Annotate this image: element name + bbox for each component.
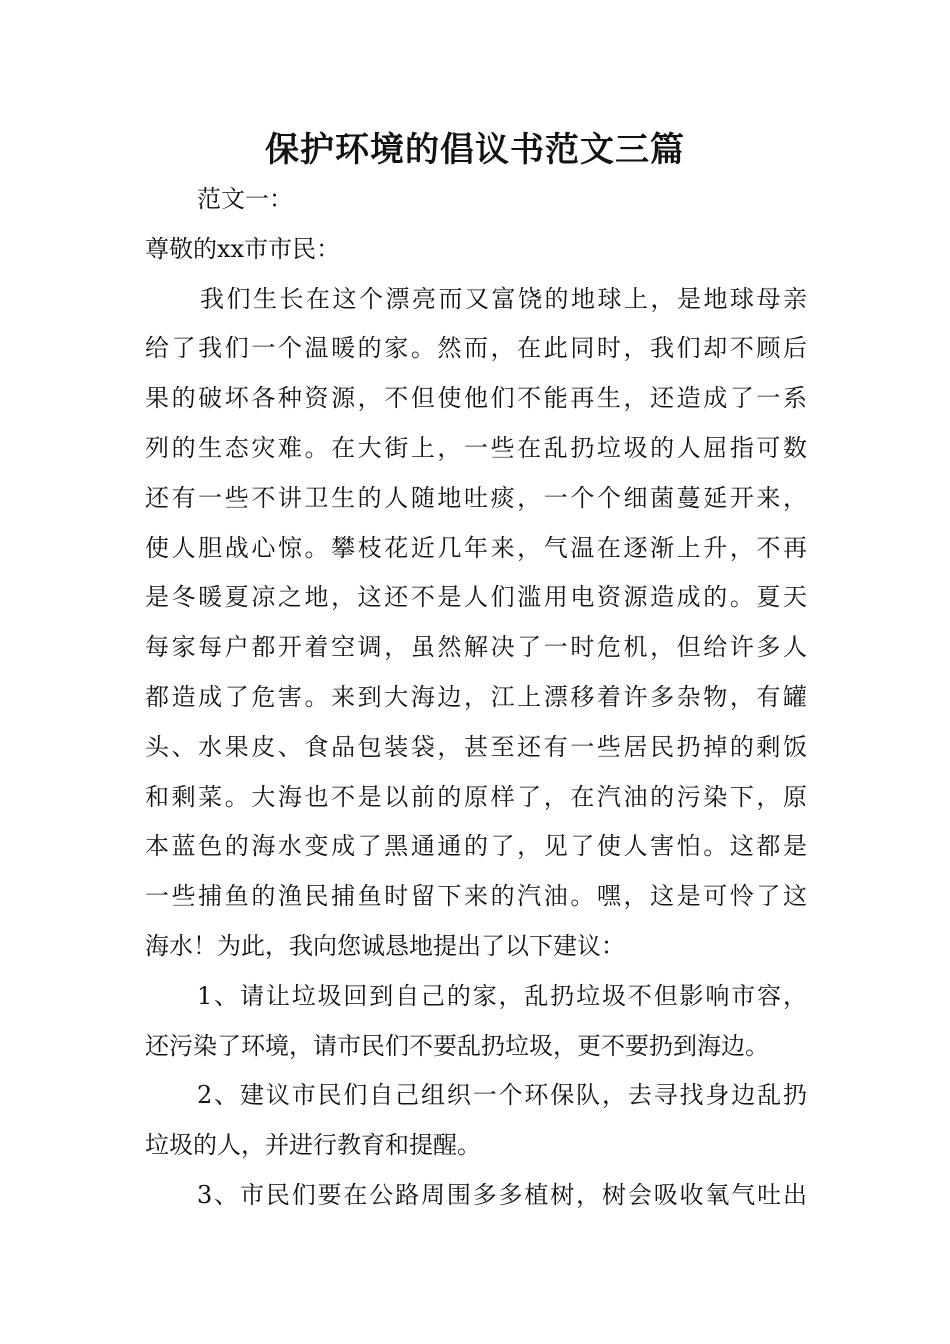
text-line: 和剩菜。大海也不是以前的原样了，在汽油的污染下，原 [145,782,807,811]
text-line: 给了我们一个温暖的家。然而，在此同时，我们却不顾后 [145,334,807,363]
text-line: 3、市民们要在公路周围多多植树，树会吸收氧气吐出 [197,1180,807,1209]
text-line: 本蓝色的海水变成了黑通通的了，见了使人害怕。这都是 [145,832,807,861]
page-title: 保护环境的倡议书范文三篇 [265,130,685,170]
text-line: 海水！为此，我向您诚恳地提出了以下建议： [145,931,625,960]
text-line: 使人胆战心惊。攀枝花近几年来，气温在逐渐上升，不再 [145,533,807,562]
text-line: 还有一些不讲卫生的人随地吐痰，一个个细菌蔓延开来， [145,483,807,512]
text-line: 列的生态灾难。在大街上，一些在乱扔垃圾的人屈指可数 [145,433,807,462]
paragraph-1 [145,275,807,972]
text-line: 一些捕鱼的渔民捕鱼时留下来的汽油。嘿，这是可怜了这 [145,882,807,911]
text-line: 还污染了环境，请市民们不要乱扔垃圾，更不要扔到海边。 [145,1031,769,1060]
text-line: 2、建议市民们自己组织一个环保队，去寻找身边乱扔 [197,1081,807,1110]
text-line: 都造成了危害。来到大海边，江上漂移着许多杂物，有罐 [145,682,807,711]
text-line: 是冬暖夏凉之地，这还不是人们滥用电资源造成的。夏天 [145,583,807,612]
list-item-3 [145,1171,807,1221]
text-line: 每家每户都开着空调，虽然解决了一时危机，但给许多人 [145,633,807,662]
text-line: 我们生长在这个漂亮而又富饶的地球上，是地球母亲 [200,284,807,313]
salutation: 尊敬的xx市市民： [145,234,341,263]
list-item-2 [145,1071,807,1171]
text-line: 果的破坏各种资源，不但使他们不能再生，还造成了一系 [145,384,807,413]
text-line: 垃圾的人，并进行教育和提醒。 [145,1131,481,1160]
text-line: 头、水果皮、食品包装袋，甚至还有一些居民扔掉的剩饭 [145,732,807,761]
text-line: 1、请让垃圾回到自己的家，乱扔垃圾不但影响市容， [197,981,807,1010]
document-body [145,175,807,1221]
list-item-1 [145,972,807,1072]
section-label: 范文一： [197,185,293,213]
